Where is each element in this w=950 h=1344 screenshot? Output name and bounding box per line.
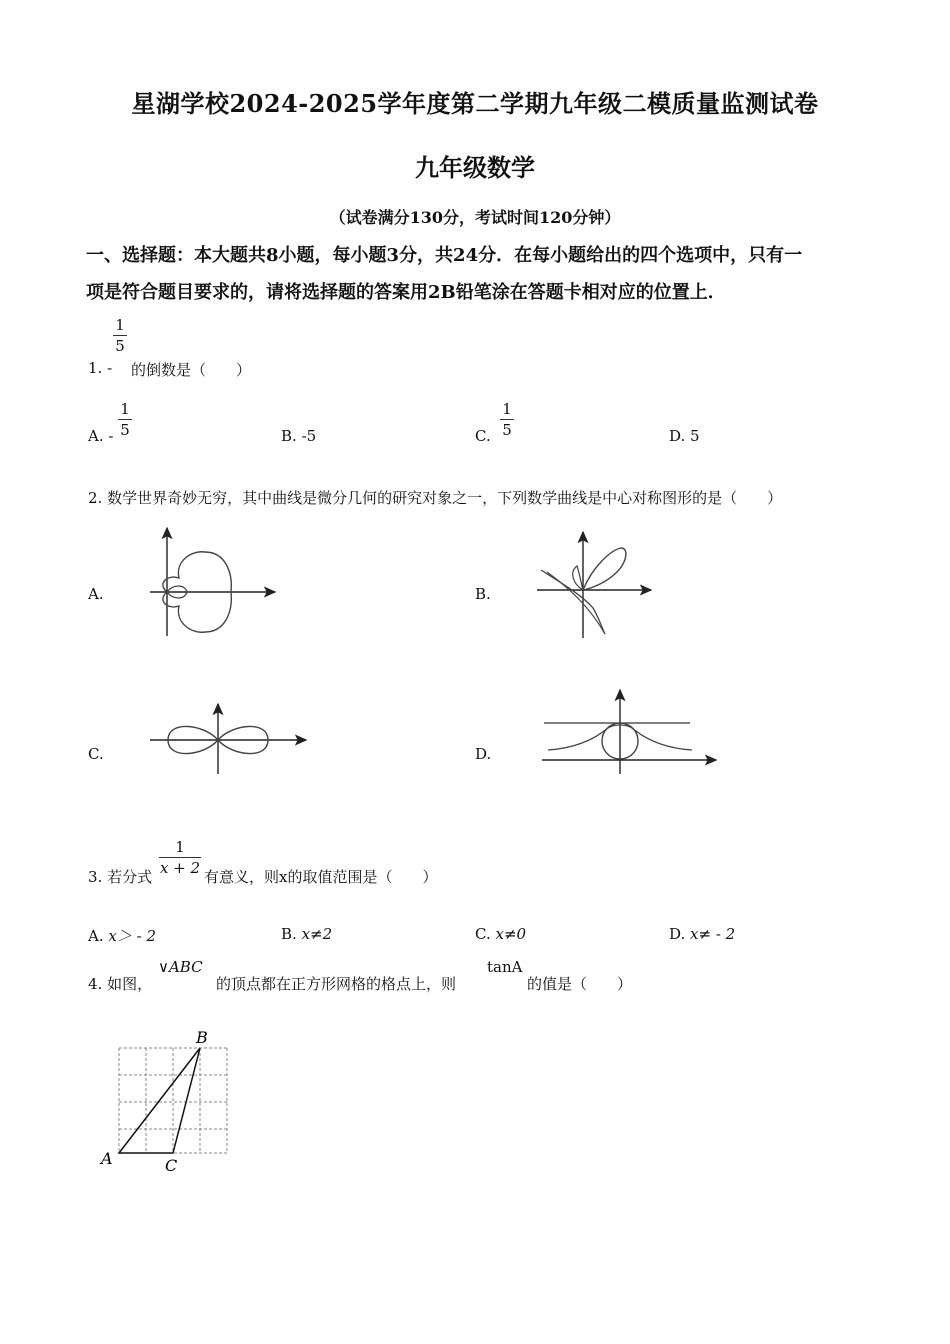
option-label: D. bbox=[669, 925, 686, 943]
q1-option-c-fraction bbox=[500, 400, 514, 439]
q1-frac-den: 5 bbox=[115, 337, 125, 355]
frac-num: 1 bbox=[502, 400, 512, 418]
q2-stem: 2. 数学世界奇妙无穷，其中曲线是微分几何的研究对象之一，下列数学曲线是中心对称图形的是（ ） bbox=[88, 489, 783, 507]
q4-triangle-symbol: ∨ABC bbox=[158, 958, 203, 976]
q1-option-a-fraction bbox=[118, 400, 132, 439]
section-instruction-line2: 项是符合题目要求的，请将选择题的答案用2B铅笔涂在答题卡相对应的位置上． bbox=[86, 282, 726, 303]
q4-prefix: 4. 如图， bbox=[88, 975, 153, 993]
q1-prefix: 1. - bbox=[88, 359, 113, 377]
q1-fraction bbox=[113, 316, 127, 355]
q3-frac-den: x + 2 bbox=[159, 859, 201, 877]
option-text: x＞ - 2 bbox=[108, 927, 156, 945]
exam-note: （试卷满分130分，考试时间120分钟） bbox=[329, 208, 621, 227]
dashed-grid bbox=[119, 1048, 227, 1153]
option-text: x≠2 bbox=[301, 925, 333, 943]
option-label: A. bbox=[88, 927, 104, 945]
option-text: x≠0 bbox=[495, 925, 527, 943]
q2-option-a-label[interactable]: A. bbox=[88, 585, 104, 603]
triangle-abc bbox=[119, 1048, 200, 1153]
option-sign: - bbox=[108, 427, 114, 445]
option-label: A. bbox=[88, 427, 104, 445]
option-label: C. bbox=[475, 427, 491, 445]
q2-figure-b-folium[interactable] bbox=[533, 526, 658, 640]
q2-option-d-label[interactable]: D. bbox=[475, 745, 492, 763]
q1-option-d[interactable] bbox=[669, 427, 700, 445]
vertex-c-label: C bbox=[165, 1156, 178, 1175]
vertex-b-label: B bbox=[196, 1028, 208, 1047]
section-instruction-line1: 一、选择题：本大题共8小题，每小题3分，共24分．在每小题给出的四个选项中，只有一 bbox=[86, 245, 803, 266]
q2-option-c-label[interactable]: C. bbox=[88, 745, 104, 763]
frac-num: 1 bbox=[120, 400, 130, 418]
option-label: C. bbox=[475, 925, 491, 943]
q1-option-b[interactable] bbox=[281, 427, 316, 445]
q4-tan: tanA bbox=[487, 958, 523, 976]
option-text: -5 bbox=[301, 427, 317, 445]
frac-den: 5 bbox=[120, 421, 130, 439]
q3-option-c[interactable] bbox=[475, 925, 526, 943]
q3-option-a[interactable] bbox=[88, 925, 156, 946]
q2-figure-a-cardioid[interactable] bbox=[145, 522, 285, 640]
option-label: B. bbox=[281, 427, 297, 445]
subject-title: 九年级数学 bbox=[415, 153, 535, 182]
q2-figure-d-witch[interactable] bbox=[538, 686, 722, 778]
q3-stem: 有意义，则x的取值范围是（ ） bbox=[204, 868, 438, 886]
q3-option-d[interactable] bbox=[669, 925, 735, 943]
q1-frac-num: 1 bbox=[115, 316, 125, 334]
q3-fraction bbox=[159, 838, 201, 877]
q3-frac-num: 1 bbox=[175, 838, 185, 856]
q1-option-c[interactable] bbox=[475, 427, 491, 445]
q4-stem-middle: 的顶点都在正方形网格的格点上，则 bbox=[216, 975, 457, 993]
q4-stem-suffix: 的值是（ ） bbox=[527, 975, 633, 993]
q2-option-b-label[interactable]: B. bbox=[475, 585, 491, 603]
q3-prefix: 3. 若分式 bbox=[88, 868, 153, 886]
option-label: D. bbox=[669, 427, 686, 445]
q4-grid-figure bbox=[96, 1024, 241, 1176]
q1-option-a[interactable] bbox=[88, 427, 113, 445]
q1-stem: 的倒数是（ ） bbox=[131, 361, 252, 379]
q3-option-b[interactable] bbox=[281, 925, 332, 943]
frac-den: 5 bbox=[502, 421, 512, 439]
option-text: x≠ - 2 bbox=[690, 925, 736, 943]
option-text: 5 bbox=[690, 427, 700, 445]
vertex-a-label: A bbox=[101, 1149, 113, 1168]
exam-title: 星湖学校2024-2025学年度第二学期九年级二模质量监测试卷 bbox=[131, 89, 819, 118]
option-label: B. bbox=[281, 925, 297, 943]
q2-figure-c-lemniscate[interactable] bbox=[148, 700, 313, 778]
